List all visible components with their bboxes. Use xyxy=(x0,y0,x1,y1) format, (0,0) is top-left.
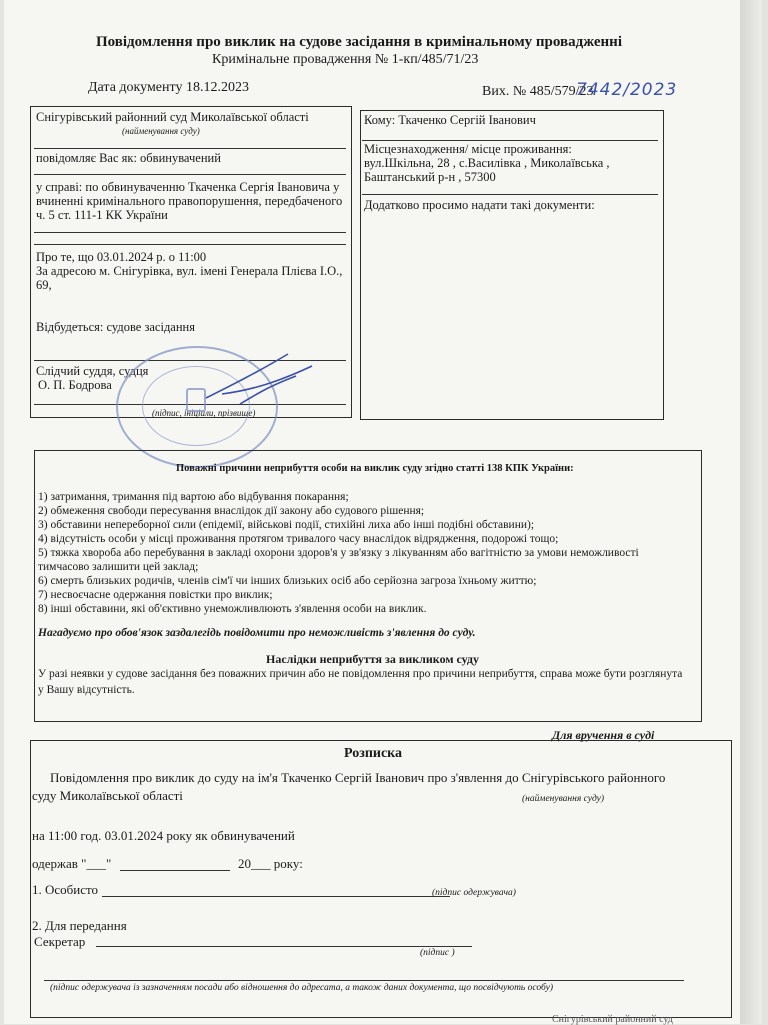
receipt-court-caption: (найменування суду) xyxy=(522,794,605,804)
personally-label: 1. Особисто xyxy=(32,882,99,897)
reason-item-continuation: тимчасово залишити цей заклад; xyxy=(38,561,199,573)
divider xyxy=(362,140,658,141)
case-description-line-3: ч. 5 ст. 111-1 КК України xyxy=(36,208,168,222)
recipient-address-line-1: вул.Шкільна, 28 , с.Василівка , Миколаївська , xyxy=(364,156,610,170)
divider xyxy=(34,232,346,233)
paper-edge xyxy=(740,0,762,1024)
court-name-caption: (найменування суду) xyxy=(122,126,200,136)
document-date: Дата документу 18.12.2023 xyxy=(88,80,249,95)
judge-title: Слідчий суддя, судця xyxy=(36,364,149,378)
additional-documents-label: Додатково просимо надати такі документи: xyxy=(364,198,595,212)
reason-item: 6) смерть близьких родичів, членів сім'ї чи інших близьких осіб або серйозна загроза їхньому життю; xyxy=(38,575,537,587)
reason-item: 8) інші обставини, які об'єктивно унеможливлюють з'явлення особи на виклик. xyxy=(38,603,427,615)
secretary-label: Секретар xyxy=(34,934,86,949)
divider xyxy=(362,194,658,195)
hearing-address-line-2: 69, xyxy=(36,278,52,292)
received-date-day: одержав "___" xyxy=(32,856,112,871)
footer-signature-line[interactable] xyxy=(44,980,684,981)
case-description-line-2: вчиненні кримінального правопорушення, передбаченого xyxy=(36,194,343,208)
recipient-address-line-2: Баштанський р-н , 57300 xyxy=(364,170,496,184)
reason-item: 2) обмеження свободи пересування внаслідок дії закону або судового рішення; xyxy=(38,505,425,517)
for-court-label: Для вручення в суді xyxy=(552,728,655,742)
divider xyxy=(34,148,346,149)
signature-caption: (підпис, ініціали, прізвище) xyxy=(152,408,256,418)
footer-caption: (підпис одержувача із зазначенням посади або відношення до адресата, а також даних документа, що посвідчують особу) xyxy=(50,983,554,993)
hearing-address-line-1: За адресою м. Снігурівка, вул. імені Генерала Плієва І.О., xyxy=(36,264,343,278)
receipt-title: Розписка xyxy=(344,746,403,761)
reason-item: 7) несвоєчасне одержання повістки про виклик; xyxy=(38,589,273,601)
bottom-court-stamp: Снігурівський районний суд xyxy=(552,1014,673,1025)
secretary-signature-caption: (підпис ) xyxy=(420,948,455,958)
receipt-time-line: на 11:00 год. 03.01.2024 року як обвинувачений xyxy=(32,828,295,843)
received-date-month-blank[interactable] xyxy=(120,870,230,871)
divider xyxy=(34,244,346,245)
document-page xyxy=(4,0,762,1024)
valid-reasons-title: Поважні причини неприбуття особи на виклик суду згідно статті 138 КПК України: xyxy=(176,463,574,474)
case-description-line-1: у справі: по обвинуваченню Ткаченка Сергія Івановича у xyxy=(36,180,340,194)
judge-name: О. П. Бодрова xyxy=(38,378,112,392)
judge-signature-icon xyxy=(200,346,320,416)
personally-signature-line[interactable] xyxy=(102,896,450,897)
receipt-text-line-2: суду Миколаївської області xyxy=(32,788,183,803)
hearing-datetime: Про те, що 03.01.2024 р. о 11:00 xyxy=(36,250,207,264)
receipt-text-line-1: Повідомлення про виклик до суду на ім'я Ткаченко Сергій Іванович про з'явлення до Снігурівського районного xyxy=(50,770,666,785)
court-name: Снігурівський районний суд Миколаївської області xyxy=(36,110,309,124)
reason-item: 5) тяжка хвороба або перебування в закладі охорони здоров'я у зв'язку з лікуванням або вагітністю за умови неможливості xyxy=(38,547,639,559)
received-date-year: 20___ року: xyxy=(238,856,303,871)
reminder-notice: Нагадуємо про обов'язок заздалегідь повідомити про неможливість з'явлення до суду. xyxy=(38,627,476,639)
recipient-signature-caption: (підпис одержувача) xyxy=(432,888,516,898)
transfer-label: 2. Для передання xyxy=(32,918,127,933)
event-type: Відбудеться: судове засідання xyxy=(36,320,195,334)
handwritten-registration-number: 7442/2023 xyxy=(576,80,678,100)
reason-item: 1) затримання, тримання під вартою або відбування покарання; xyxy=(38,491,349,503)
recipient-location-label: Місцезнаходження/ місце проживання: xyxy=(364,142,572,156)
reason-item: 4) відсутність особи у місці проживання протягом тривалого часу внаслідок відрядження, подорожі тощо; xyxy=(38,533,559,545)
outgoing-number: Вих. № 485/579/23 xyxy=(482,84,594,99)
secretary-signature-line[interactable] xyxy=(96,946,472,947)
consequences-text-line-2: у Вашу відсутність. xyxy=(38,684,135,696)
reason-item: 3) обставини непереборної сили (епідемії, військові події, стихійні лиха або інші подібні обставини); xyxy=(38,519,535,531)
notify-role: повідомляє Вас як: обвинувачений xyxy=(36,151,221,165)
consequences-title: Наслідки неприбуття за викликом суду xyxy=(266,652,479,666)
consequences-text-line-1: У разі неявки у судове засідання без поважних причин або не повідомлення про причини неприбуття, справа може бути розглянута xyxy=(38,668,683,680)
case-number: Кримінальне провадження № 1-кп/485/71/23 xyxy=(212,52,479,67)
divider xyxy=(34,174,346,175)
recipient-name: Кому: Ткаченко Сергій Іванович xyxy=(364,113,536,127)
document-title: Повідомлення про виклик на судове засідання в кримінальному провадженні xyxy=(96,34,622,50)
